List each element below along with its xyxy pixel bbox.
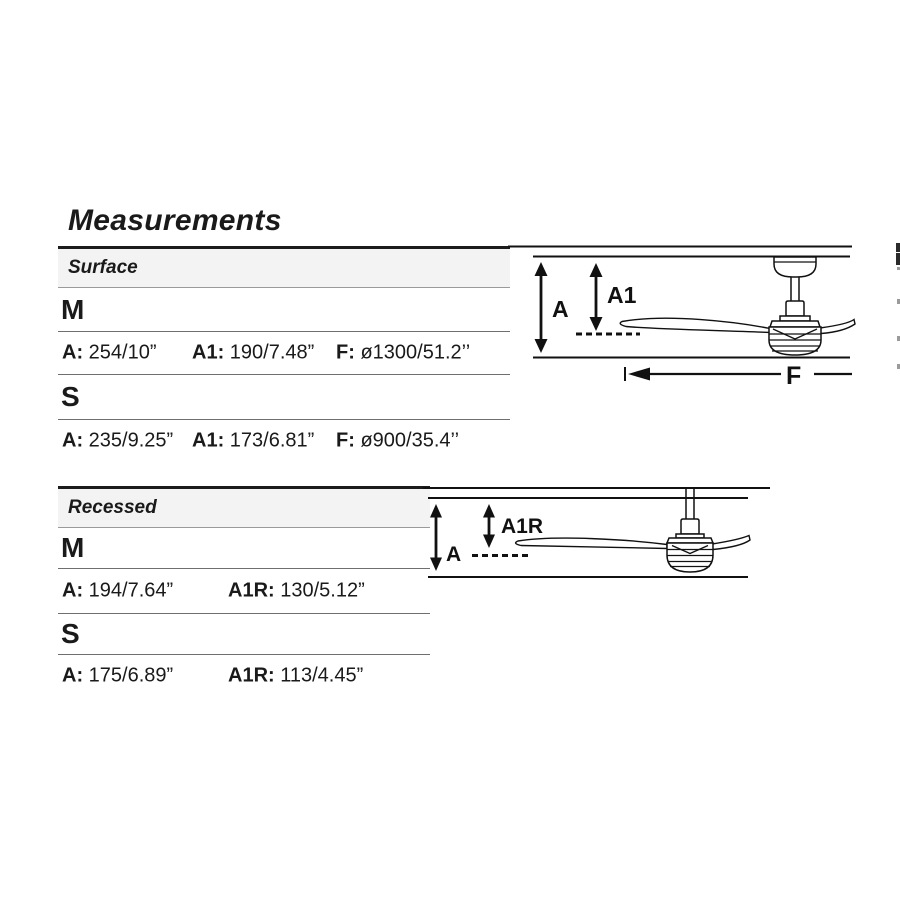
surface-table-header	[58, 246, 510, 288]
fan-coupler	[786, 301, 804, 316]
dim-value: 113/4.45”	[280, 664, 364, 687]
ceiling-section-lines	[423, 488, 770, 577]
cropped-edge-artifact	[896, 253, 900, 265]
diagram-label-a: A	[446, 543, 462, 566]
dim-value: 175/6.89”	[88, 664, 174, 687]
recessed-m-dims-row	[58, 569, 430, 614]
dim-label: F:	[336, 429, 355, 452]
dim-a	[62, 580, 173, 603]
fan-blade-right	[712, 536, 750, 550]
size-label: S	[61, 618, 80, 649]
surface-header-label: Surface	[68, 257, 138, 278]
dim-value: 173/6.81”	[229, 429, 315, 452]
dim-value: ø1300/51.2’’	[360, 341, 471, 364]
dim-label: A:	[62, 664, 84, 687]
dim-f	[336, 430, 459, 453]
surface-size-s-row	[58, 375, 510, 420]
dimension-arrow-f	[625, 362, 852, 388]
dim-a	[62, 430, 173, 453]
dim-label: A:	[62, 341, 84, 364]
surface-m-dims-row	[58, 332, 510, 375]
dim-label: A:	[62, 429, 84, 452]
dim-value: 235/9.25”	[88, 429, 174, 452]
dim-a	[62, 665, 173, 688]
size-label: S	[61, 381, 80, 412]
dim-a1	[192, 430, 314, 453]
surface-mount-diagram	[500, 236, 900, 388]
size-label: M	[61, 532, 85, 563]
dim-value: 190/7.48”	[229, 341, 315, 364]
dim-value: ø900/35.4’’	[360, 429, 460, 452]
ceiling-fan-recessed-drawing	[516, 488, 750, 572]
dim-label: A1R:	[228, 664, 275, 687]
surface-s-dims-row	[58, 420, 510, 462]
recessed-s-dims-row	[58, 655, 430, 697]
diagram-label-a1: A1	[607, 282, 637, 308]
dimension-arrow-a	[430, 504, 461, 571]
dim-value: 130/5.12”	[280, 579, 365, 602]
dim-label: A:	[62, 579, 84, 602]
dim-label: A1:	[192, 429, 225, 452]
recessed-size-s-row	[58, 614, 430, 655]
fan-blade-left	[620, 318, 770, 332]
recessed-table	[58, 486, 430, 697]
recessed-mount-diagram	[416, 480, 780, 584]
dim-label: F:	[336, 341, 355, 364]
fan-blade-left	[516, 538, 667, 548]
dim-value: 194/7.64”	[88, 579, 174, 602]
dim-a1r	[228, 580, 365, 603]
size-label: M	[61, 293, 85, 325]
cropped-edge-artifact	[896, 243, 900, 252]
recessed-size-m-row	[58, 528, 430, 569]
fan-canopy	[774, 257, 816, 277]
diagram-label-a: A	[552, 296, 569, 322]
dim-value: 254/10”	[88, 341, 157, 364]
recessed-table-header	[58, 486, 430, 528]
dim-a	[62, 342, 157, 365]
dim-a1r	[228, 665, 363, 688]
dim-label: A1R:	[228, 579, 275, 602]
diagram-label-a1r: A1R	[501, 515, 544, 538]
diagram-label-f: F	[786, 362, 802, 388]
dim-f	[336, 342, 470, 365]
dim-a1	[192, 342, 314, 365]
ceiling-fan-surface-drawing	[620, 257, 855, 355]
dim-label: A1:	[192, 341, 225, 364]
fan-blade-right	[820, 320, 855, 334]
surface-table	[58, 246, 510, 462]
fan-motor-body	[667, 543, 713, 572]
page-title: Measurements	[68, 204, 282, 237]
recessed-header-label: Recessed	[68, 497, 157, 518]
fan-coupler	[681, 519, 699, 534]
dimension-arrow-a	[535, 262, 569, 353]
surface-size-m-row	[58, 288, 510, 332]
